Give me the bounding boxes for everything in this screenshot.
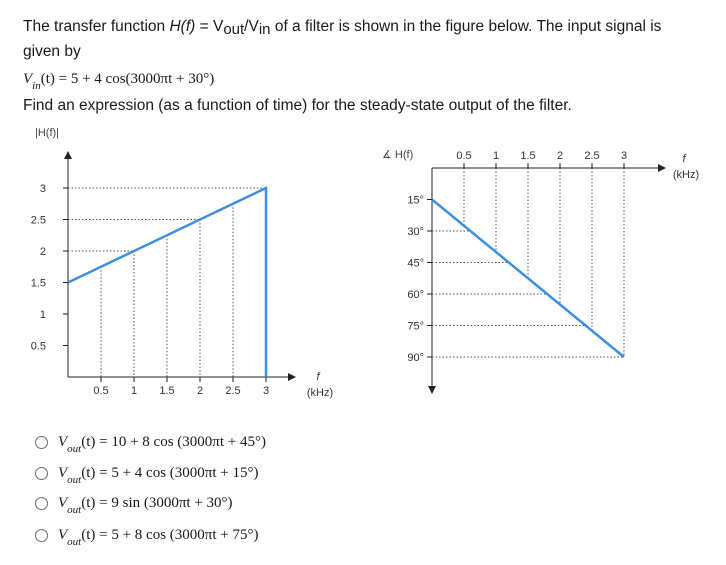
- mag-y-tick-label: 1: [39, 309, 46, 321]
- vin-subscript: in: [258, 21, 271, 38]
- option-symbol: V: [58, 464, 68, 481]
- phase-x-label-unit: (kHz): [672, 169, 700, 181]
- question-prompt: Find an expression (as a function of time) for the steady-state output of the filter.: [23, 97, 572, 114]
- option-1[interactable]: [35, 431, 266, 453]
- mag-x-tick-label: 2: [196, 385, 204, 397]
- phase-y-label: ∡ H(f): [382, 149, 414, 161]
- phase-y-arrow: [428, 386, 436, 394]
- question-line-2: given by: [23, 43, 81, 60]
- phase-x-tick-label: 2.5: [584, 150, 600, 162]
- phase-x-label-f: f: [682, 153, 686, 165]
- option-3[interactable]: [35, 492, 233, 514]
- vout-subscript: out: [223, 21, 245, 38]
- option-subscript: out: [67, 503, 82, 516]
- option-2[interactable]: [35, 462, 259, 484]
- magnitude-plot: [0, 122, 360, 412]
- radio-button[interactable]: [35, 529, 48, 542]
- phase-y-tick-label: 90°: [407, 352, 424, 364]
- phase-x-tick-label: 0.5: [456, 150, 472, 162]
- vin-eq-expression: (t) = 5 + 4 cos(3000πt + 30°): [40, 71, 215, 87]
- option-4[interactable]: [35, 524, 259, 546]
- mag-x-label-unit: (kHz): [306, 387, 334, 399]
- question-text: The transfer function: [23, 18, 170, 35]
- radio-button[interactable]: [35, 497, 48, 510]
- option-subscript: out: [67, 442, 82, 455]
- vin-eq-subscript: in: [32, 80, 41, 92]
- mag-x-label-f: f: [316, 371, 320, 383]
- option-expression: (t) = 9 sin (3000πt + 30°): [81, 494, 233, 511]
- phase-x-tick-label: 2: [556, 150, 564, 162]
- mag-y-tick-label: 3: [39, 183, 46, 195]
- phase-x-arrow: [658, 164, 666, 172]
- phase-y-tick-label: 15°: [407, 194, 424, 207]
- mag-y-tick-label: 1.5: [30, 277, 46, 290]
- phase-plot: [360, 140, 726, 400]
- option-symbol: V: [58, 526, 68, 543]
- radio-button[interactable]: [35, 436, 48, 449]
- option-symbol: V: [58, 494, 68, 511]
- option-subscript: out: [67, 473, 82, 486]
- vin-symbol: /V: [244, 18, 259, 35]
- mag-x-tick-label: 0.5: [93, 385, 109, 397]
- question-text-cont: of a filter is shown in the figure below. The input signal is: [270, 18, 662, 35]
- mag-y-label: |H(f)|: [35, 127, 60, 139]
- option-expression: (t) = 10 + 8 cos (3000πt + 45°): [81, 433, 266, 450]
- mag-y-arrow: [64, 151, 72, 159]
- phase-y-tick-label: 45°: [407, 257, 424, 270]
- vin-eq-symbol: V: [23, 71, 33, 87]
- mag-x-tick-label: 1.5: [159, 385, 175, 397]
- mag-x-tick-label: 1: [130, 385, 138, 397]
- mag-y-tick-label: 0.5: [30, 340, 46, 353]
- vout-symbol: = V: [195, 18, 224, 35]
- mag-x-tick-label: 3: [262, 385, 270, 397]
- option-expression: (t) = 5 + 4 cos (3000πt + 15°): [81, 464, 259, 481]
- option-expression: (t) = 5 + 8 cos (3000πt + 75°): [81, 526, 259, 543]
- phase-x-tick-label: 1: [492, 150, 500, 162]
- mag-x-tick-label: 2.5: [225, 385, 241, 397]
- phase-y-tick-label: 60°: [407, 289, 424, 301]
- mag-y-tick-label: 2.5: [30, 214, 46, 227]
- option-subscript: out: [67, 535, 82, 548]
- phase-y-tick-label: 75°: [407, 320, 424, 333]
- mag-x-arrow: [288, 373, 296, 381]
- option-symbol: V: [58, 433, 68, 450]
- transfer-function-symbol: H(f): [169, 18, 196, 35]
- vin-equation: [23, 69, 214, 90]
- question-line-1: [23, 17, 661, 37]
- phase-y-tick-label: 30°: [407, 226, 424, 238]
- phase-curve: [432, 200, 624, 358]
- mag-y-tick-label: 2: [39, 246, 46, 258]
- phase-x-tick-label: 3: [620, 150, 628, 162]
- phase-x-tick-label: 1.5: [520, 150, 536, 162]
- radio-button[interactable]: [35, 467, 48, 480]
